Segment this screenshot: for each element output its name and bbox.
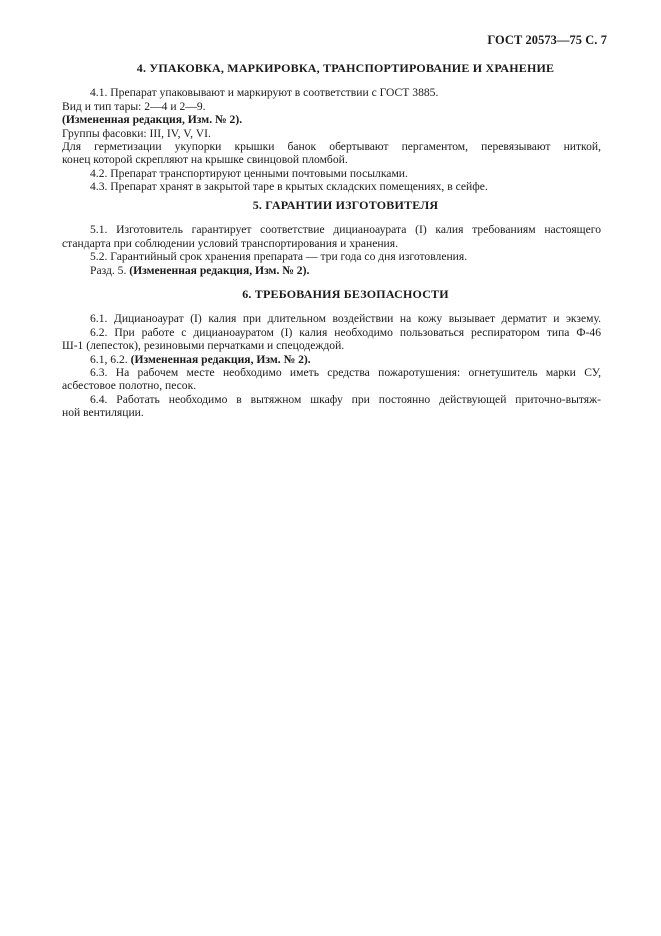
paragraph-4-2: 4.2. Препарат транспортируют ценными почтовыми посылками. xyxy=(90,166,408,180)
paragraph-6-2-line-1: 6.2. При работе с дицианоауратом (I) калия необходимо пользоваться респиратором типа Ф-46 xyxy=(90,325,601,339)
paragraph-5-2: 5.2. Гарантийный срок хранения препарата — три года со дня изготовления. xyxy=(90,250,468,264)
paragraph-5-1-line-1: 5.1. Изготовитель гарантирует соответствие дицианоаурата (I) калия требованиям настоящего xyxy=(90,223,601,237)
section-5-heading: 5. ГАРАНТИИ ИЗГОТОВИТЕЛЯ xyxy=(252,198,439,212)
section-6-body xyxy=(62,312,601,420)
container-type-line: Вид и тип тары: 2—4 и 2—9. xyxy=(62,99,206,113)
paragraph-6-1: 6.1. Дицианоаурат (I) калия при длительном воздействии на кожу вызывает дерматит и экзему. xyxy=(90,312,601,326)
paragraph-5-1-line-2: стандарта при соблюдении условий транспортирования и хранения. xyxy=(62,236,398,250)
section-4 xyxy=(62,61,601,194)
section-5-body xyxy=(62,223,601,277)
section-6-heading: 6. ТРЕБОВАНИЯ БЕЗОПАСНОСТИ xyxy=(242,287,449,301)
paragraph-4-3: 4.3. Препарат хранят в закрытой таре в крытых складских помещениях, в сейфе. xyxy=(90,180,488,194)
paragraph-6-4-line-2: ной вентиляции. xyxy=(62,406,144,420)
paragraph-6-2-line-2: Ш-1 (лепесток), резиновыми перчатками и спецодеждой. xyxy=(62,339,345,353)
paragraph-6-4-line-1: 6.4. Работать необходимо в вытяжном шкафу при постоянно действующей приточно-вытяж- xyxy=(90,392,601,406)
section-6 xyxy=(62,287,601,420)
amendment-prefix: 6.1, 6.2. xyxy=(90,352,131,366)
paragraph-6-3-line-2: асбестовое полотно, песок. xyxy=(62,379,197,393)
paragraph-6-3-line-1: 6.3. На рабочем месте необходимо иметь средства пожаротушения: огнетушитель марки СУ, xyxy=(90,366,601,380)
sealing-line-1: Для герметизации укупорки крышки банок обертывают пергаментом, перевязывают ниткой, xyxy=(62,140,601,154)
paragraph-5-amendment xyxy=(90,264,601,277)
sealing-line-2: конец которой скрепляют на крышке свинцовой пломбой. xyxy=(62,153,348,167)
section-4-body xyxy=(62,86,601,194)
amendment-note: (Измененная редакция, Изм. № 2). xyxy=(129,263,310,277)
paragraph-6-amendment xyxy=(90,353,601,366)
section-4-heading: 4. УПАКОВКА, МАРКИРОВКА, ТРАНСПОРТИРОВАНИЕ И ХРАНЕНИЕ xyxy=(136,61,555,75)
paragraph-4-1: 4.1. Препарат упаковывают и маркируют в соответствии с ГОСТ 3885. xyxy=(90,86,439,100)
amendment-prefix: Разд. 5. xyxy=(90,263,130,277)
amendment-note: (Измененная редакция, Изм. № 2). xyxy=(130,352,311,366)
packing-groups-line: Группы фасовки: III, IV, V, VI. xyxy=(62,126,211,140)
amendment-note: (Измененная редакция, Изм. № 2). xyxy=(62,113,243,127)
page-header: ГОСТ 20573—75 С. 7 xyxy=(487,33,607,47)
section-5 xyxy=(62,198,601,277)
